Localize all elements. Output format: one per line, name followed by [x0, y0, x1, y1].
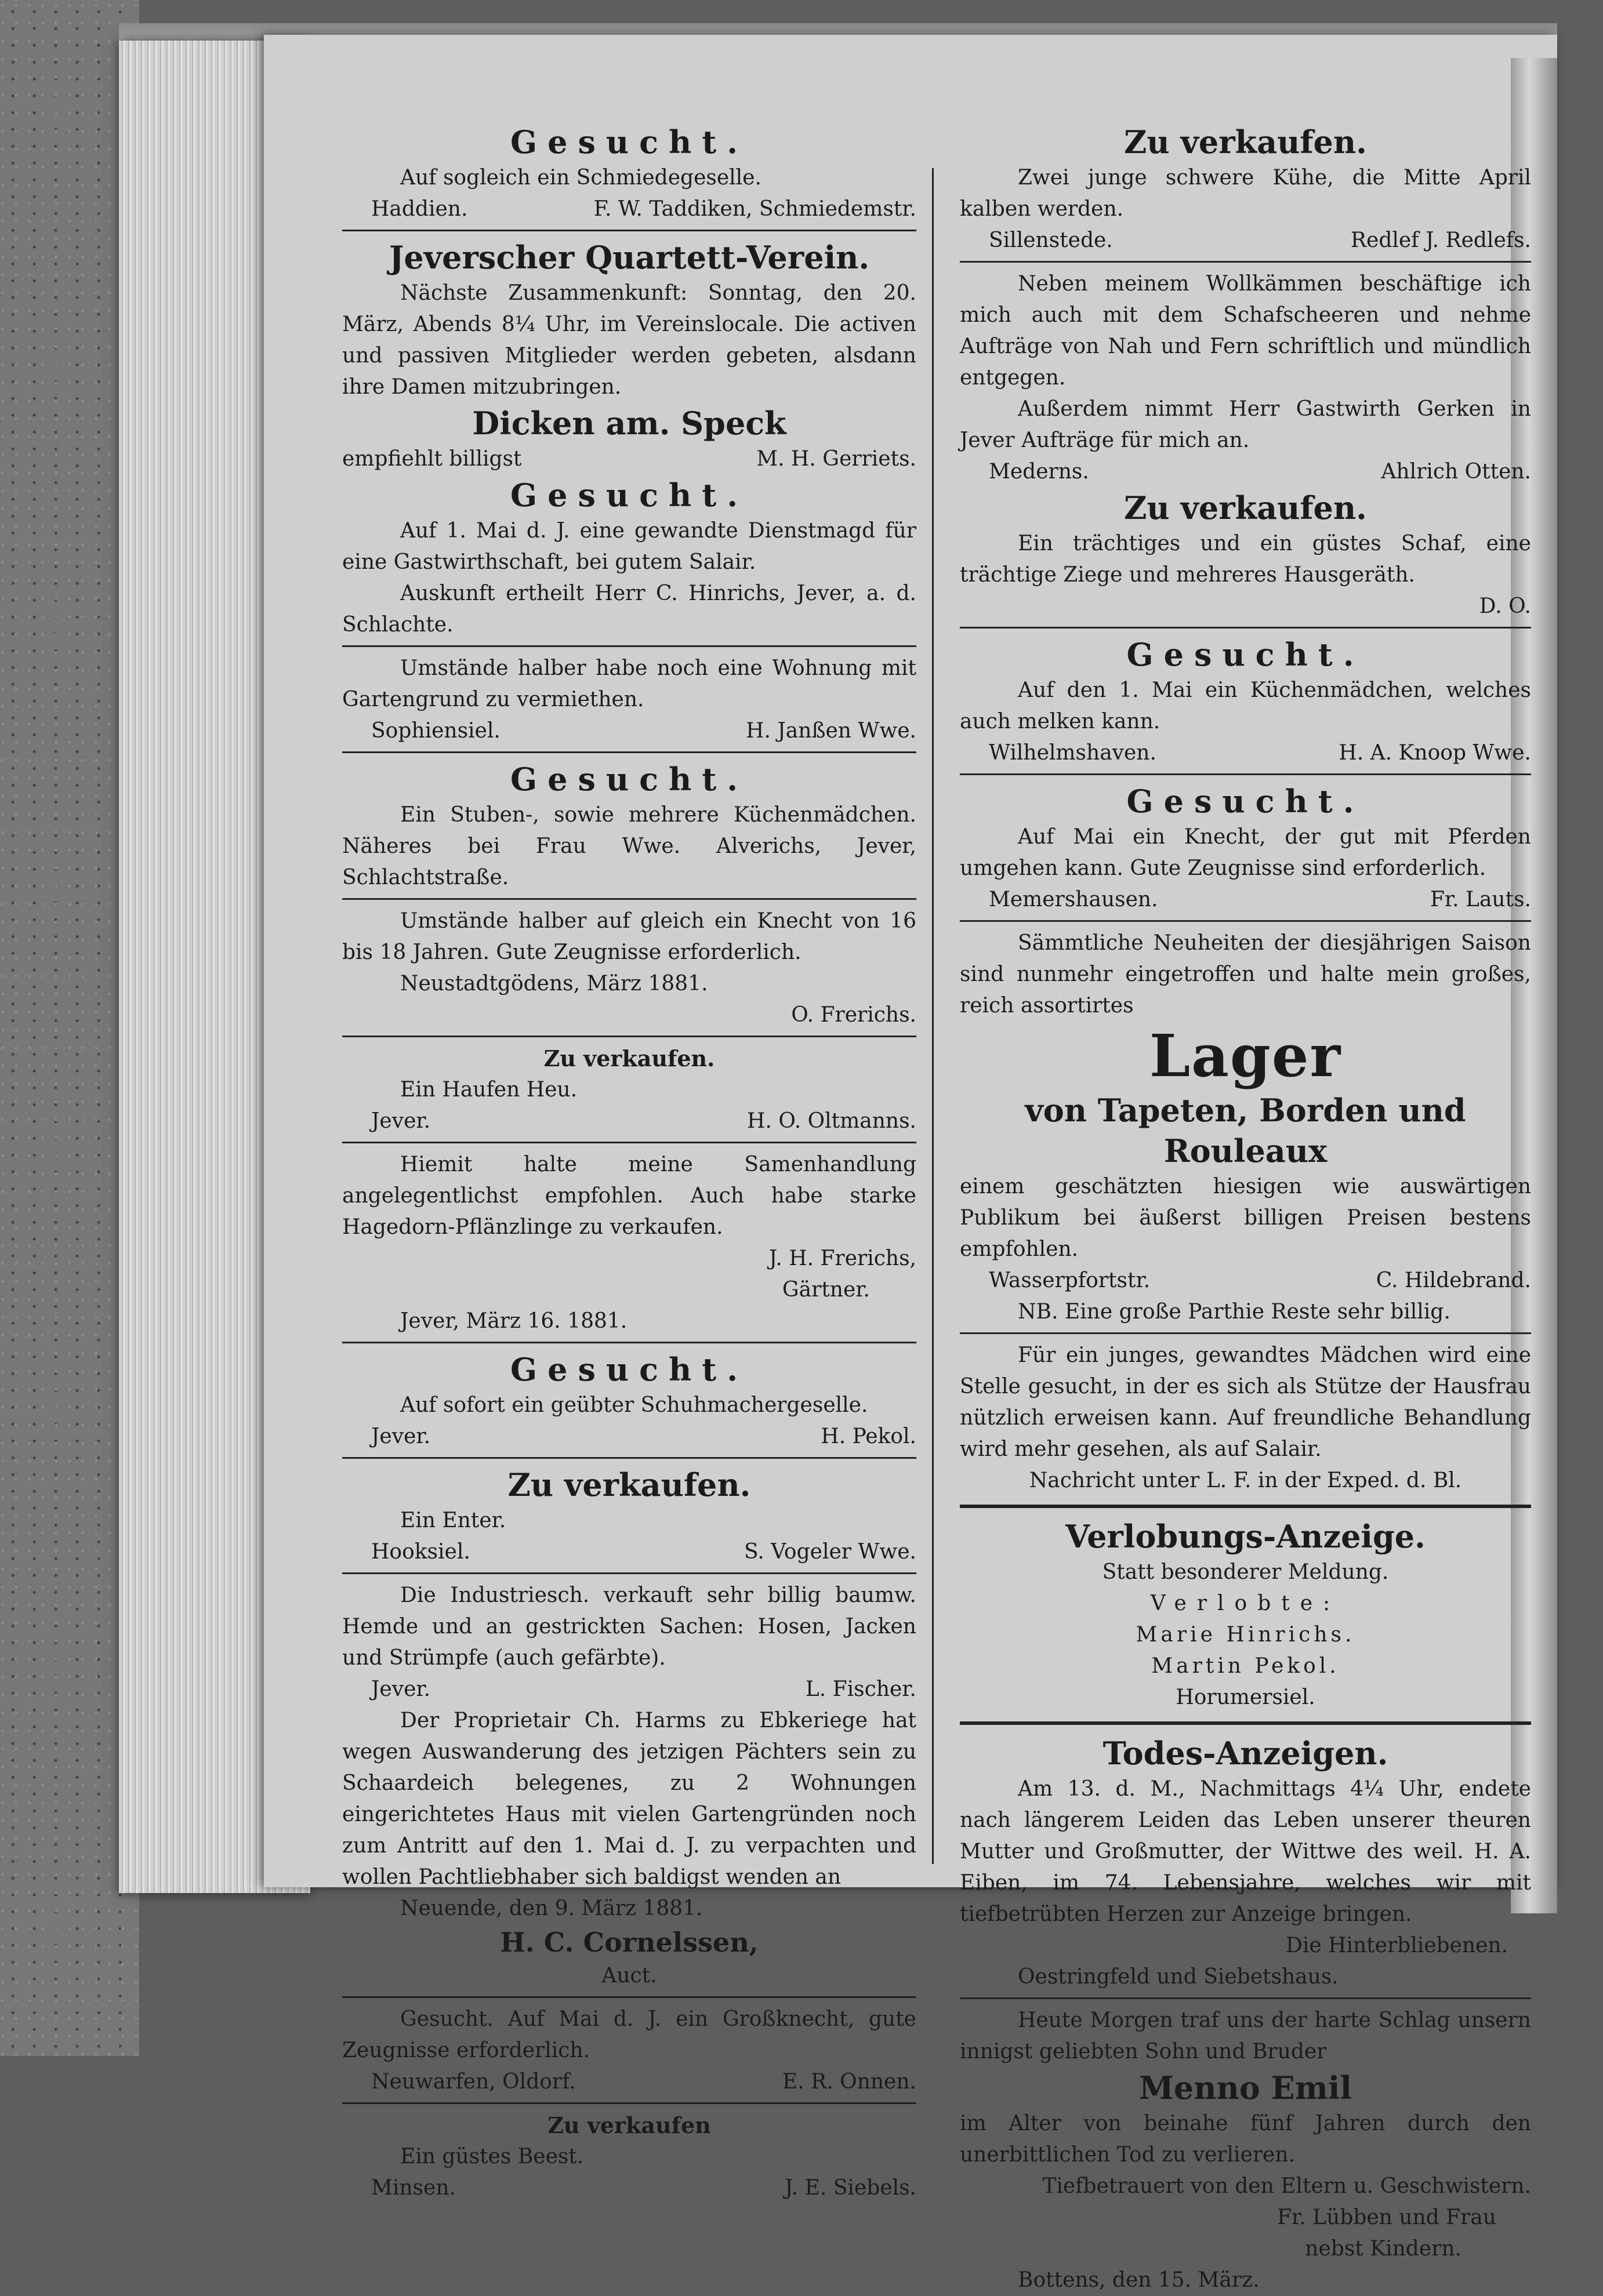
- ad-note: Nachricht unter L. F. in der Exped. d. Bl.: [1029, 1469, 1462, 1492]
- ad-title: Zu verkaufen.: [543, 1045, 715, 1071]
- book-surround: [0, 0, 139, 2056]
- ad-signature: Fr. Lübben und Frau: [1277, 2206, 1496, 2229]
- right-column: [960, 122, 1531, 2292]
- left-column: [342, 122, 916, 2200]
- ad-signature: O. Frerichs.: [791, 1003, 916, 1027]
- ad-speck: [342, 403, 916, 475]
- ad-text: Sämmtliche Neuheiten der diesjährigen Saison sind nunmehr eingetroffen und halte mein großes, reich assortirtes: [960, 931, 1531, 1018]
- ad-todesanzeige-eiben: [960, 1733, 1531, 1993]
- ad-signature: Sophiensiel. H. Janßen Wwe.: [371, 719, 916, 743]
- ad-verlobung: [960, 1516, 1531, 1713]
- ad-subtitle: Statt besonderer Meldung.: [1102, 1560, 1389, 1584]
- ad-quartett-verein: [342, 237, 916, 403]
- ad-text: Auskunft ertheilt Herr C. Hinrichs, Jever, a. d. Schlachte.: [342, 582, 916, 637]
- ad-grossknecht: [342, 2004, 916, 2098]
- ad-title: Dicken am. Speck: [472, 405, 786, 442]
- ad-text: Ein Stuben-, sowie mehrere Küchenmädchen. Näheres bei Frau Wwe. Alverichs, Jever, Schlachtstraße.: [342, 803, 916, 889]
- ad-signature: Minsen. J. E. Siebels.: [371, 2176, 916, 2200]
- ad-date: Neuende, den 9. März 1881.: [400, 1897, 703, 1920]
- ad-title: Gesucht.: [1126, 636, 1365, 673]
- ad-text: Ein Haufen Heu.: [400, 1078, 578, 1102]
- ad-signature: Tiefbetrauert von den Eltern u. Geschwistern.: [1042, 2174, 1531, 2198]
- ad-signature: Haddien. F. W. Taddiken, Schmiedemstr.: [371, 197, 916, 221]
- ad-text: Auf sogleich ein Schmiedegeselle.: [400, 166, 761, 190]
- separator: [960, 261, 1531, 263]
- ad-wollkaemmen: [960, 268, 1531, 488]
- ad-role: Auct.: [601, 1964, 657, 1988]
- ad-signature: Jever. L. Fischer.: [371, 1677, 916, 1701]
- separator: [342, 1996, 916, 1998]
- ad-label: Verlobte:: [1150, 1592, 1341, 1615]
- separator: [342, 1142, 916, 1143]
- ad-text: Gesucht. Auf Mai d. J. ein Großknecht, gute Zeugnisse erforderlich.: [342, 2007, 916, 2062]
- ad-text: Außerdem nimmt Herr Gastwirth Gerken in Jever Aufträge für mich an.: [960, 397, 1531, 452]
- ad-big-title: Lager: [1149, 1022, 1342, 1090]
- ad-place: Horumersiel.: [1176, 1685, 1315, 1709]
- ad-heu: [342, 1043, 916, 1137]
- ad-enter: [342, 1465, 916, 1568]
- ad-signature: Jever. H. Pekol.: [371, 1425, 916, 1448]
- separator: [342, 1036, 916, 1037]
- ad-title: Zu verkaufen: [547, 2112, 711, 2138]
- ad-signature: Mederns. Ahlrich Otten.: [989, 460, 1531, 484]
- ad-signature: empfiehlt billigst M. H. Gerriets.: [342, 447, 916, 471]
- separator: [960, 1997, 1531, 1999]
- ad-title: Zu verkaufen.: [1124, 489, 1367, 526]
- ad-signature: Neuwarfen, Oldorf. E. R. Onnen.: [371, 2070, 916, 2094]
- ad-auctioneer-name: H. C. Cornelssen,: [500, 1927, 759, 1958]
- ad-place: Oestringfeld und Siebetshaus.: [1018, 1965, 1339, 1989]
- separator: [342, 751, 916, 753]
- ad-signature: Wasserpfortstr. C. Hildebrand.: [989, 1269, 1531, 1292]
- ad-title: Jeverscher Quartett-Verein.: [389, 239, 870, 276]
- ad-text: Auf sofort ein geübter Schuhmachergeselle.: [400, 1393, 868, 1417]
- separator: [342, 645, 916, 647]
- ad-schaf: [960, 488, 1531, 622]
- ad-knecht: [342, 906, 916, 1031]
- ad-text: Auf Mai ein Knecht, der gut mit Pferden umgehen kann. Gute Zeugnisse sind erforderlich.: [960, 825, 1531, 880]
- ad-title: Verlobungs-Anzeige.: [1065, 1518, 1426, 1555]
- ad-industrieschule: [342, 1580, 916, 1705]
- ad-date: Bottens, den 15. März.: [1018, 2268, 1260, 2292]
- ad-schmiedegeselle: [342, 122, 916, 225]
- ad-kuehe: [960, 122, 1531, 256]
- ad-text: Zwei junge schwere Kühe, die Mitte April kalben werden.: [960, 166, 1531, 221]
- ad-name: Martin Pekol.: [1151, 1654, 1340, 1678]
- ad-signature: Sillenstede. Redlef J. Redlefs.: [989, 228, 1531, 252]
- ad-text: Ein güstes Beest.: [400, 2145, 584, 2168]
- ad-wohnung: [342, 653, 916, 747]
- ad-signature: Die Hinterbliebenen.: [1285, 1934, 1508, 1957]
- ad-title: Todes-Anzeigen.: [1102, 1735, 1388, 1772]
- ad-text: Heute Morgen traf uns der harte Schlag unsern innigst geliebten Sohn und Bruder: [960, 2008, 1531, 2064]
- separator: [342, 1342, 916, 1343]
- ad-name: Marie Hinrichs.: [1136, 1623, 1355, 1647]
- column-divider: [932, 168, 934, 1864]
- ad-text: Hiemit halte meine Samenhandlung angelegentlichst empfohlen. Auch habe starke Hagedorn-Pflänzlinge zu verkaufen.: [342, 1153, 916, 1239]
- ad-text: Auf den 1. Mai ein Küchenmädchen, welches auch melken kann.: [960, 678, 1531, 733]
- ad-title: Gesucht.: [510, 761, 749, 798]
- ad-knecht-pferde: [960, 781, 1531, 916]
- separator: [342, 2102, 916, 2104]
- ad-signature: D. O.: [1479, 594, 1531, 618]
- ad-text: Umstände halber auf gleich ein Knecht von 16 bis 18 Jahren. Gute Zeugnisse erforderlich.: [342, 909, 916, 964]
- ad-text: Umstände halber habe noch eine Wohnung mit Gartengrund zu vermiethen.: [342, 656, 916, 711]
- ad-signature: Jever. H. O. Oltmanns.: [371, 1109, 916, 1133]
- ad-signature: Hooksiel. S. Vogeler Wwe.: [371, 1540, 916, 1564]
- ad-text: einem geschätzten hiesigen wie auswärtigen Publikum bei äußerst billigen Preisen bestens empfohlen.: [960, 1175, 1531, 1261]
- ad-text: Nächste Zusammenkunft: Sonntag, den 20. März, Abends 8¼ Uhr, im Vereinslocale. Die activen und passiven Mitglieder werden gebeten, alsdann ihre Damen mitzubringen.: [342, 281, 916, 399]
- ad-text: Für ein junges, gewandtes Mädchen wird eine Stelle gesucht, in der es sich als Stütze der Hausfrau nützlich erweisen kann. Auf freundliche Behandlung wird mehr gesehen, als auf Salair.: [960, 1343, 1531, 1461]
- separator: [342, 230, 916, 231]
- ad-title: Gesucht.: [510, 477, 749, 514]
- separator: [342, 898, 916, 900]
- ad-text: Ein Enter.: [400, 1509, 506, 1532]
- ad-deceased-name: Menno Emil: [1139, 2069, 1352, 2106]
- ad-title: Zu verkaufen.: [1124, 123, 1367, 161]
- ad-title: Gesucht.: [1126, 783, 1365, 820]
- ad-signature: J. H. Frerichs,: [768, 1247, 916, 1270]
- separator: [342, 1572, 916, 1574]
- separator: [960, 773, 1531, 775]
- separator: [960, 920, 1531, 922]
- ad-note: NB. Eine große Parthie Reste sehr billig.: [1018, 1300, 1450, 1324]
- ad-todesanzeige-menno: [960, 2005, 1531, 2296]
- separator-thick: [960, 1721, 1531, 1725]
- ad-kuechenmaedchen-wilhelmshaven: [960, 634, 1531, 769]
- ad-text: Am 13. d. M., Nachmittags 4¼ Uhr, endete nach längerem Leiden das Leben unserer theuren Mutter und Großmutter, der Wittwe des weil. H. A. Eiben, im 74. Lebensjahre, welches wir mit tiefbetrübten Herzen zur Anzeige bringen.: [960, 1777, 1531, 1926]
- ad-stelle-gesucht: [960, 1340, 1531, 1496]
- ad-signature: Memershausen. Fr. Lauts.: [989, 888, 1531, 911]
- ad-title: Gesucht.: [510, 123, 749, 161]
- separator: [960, 627, 1531, 629]
- separator: [960, 1332, 1531, 1334]
- ad-date: Jever, März 16. 1881.: [400, 1309, 628, 1333]
- ad-text: Neben meinem Wollkämmen beschäftige ich mich auch mit dem Schafscheeren und nehme Aufträge von Nah und Fern schriftlich und mündlich entgegen.: [960, 272, 1531, 390]
- ad-signature: nebst Kindern.: [1305, 2237, 1461, 2261]
- separator: [342, 1457, 916, 1459]
- ad-title: Zu verkaufen.: [507, 1466, 751, 1503]
- ad-samenhandlung: [342, 1149, 916, 1337]
- ad-text: im Alter von beinahe fünf Jahren durch den unerbittlichen Tod zu verlieren.: [960, 2112, 1531, 2167]
- ad-schuhmacher: [342, 1349, 916, 1452]
- ad-subtitle: von Tapeten, Borden und Rouleaux: [1025, 1092, 1466, 1169]
- ad-dienstmagd: [342, 475, 916, 641]
- separator-thick: [960, 1505, 1531, 1508]
- ad-date: Neustadtgödens, März 1881.: [400, 972, 708, 996]
- ad-title: Gesucht.: [510, 1351, 749, 1388]
- ad-text: Auf 1. Mai d. J. eine gewandte Dienstmagd für eine Gastwirthschaft, bei gutem Salair.: [342, 519, 916, 574]
- ad-text: Der Proprietair Ch. Harms zu Ebkeriege hat wegen Auswanderung des jetzigen Pächters sein zu Schaardeich belegenes, zu 2 Wohnungen eingerichtetes Haus mit vielen Gartengründen noch zum Antritt auf den 1. Mai d. J. zu verpachten und wollen Pachtliebhaber sich baldigst wenden an: [342, 1709, 916, 1889]
- ad-verpachtung: [342, 1705, 916, 1992]
- ad-tapeten-lager: [960, 928, 1531, 1328]
- ad-text: Die Industriesch. verkauft sehr billig baumw. Hemde und an gestrickten Sachen: Hosen, Jacken und Strümpfe (auch gefärbte).: [342, 1583, 916, 1670]
- ad-signature: Wilhelmshaven. H. A. Knoop Wwe.: [989, 741, 1531, 765]
- ad-role: Gärtner.: [782, 1278, 870, 1302]
- ad-kuechenmaedchen: [342, 759, 916, 893]
- ad-text: Ein trächtiges und ein güstes Schaf, eine trächtige Ziege und mehreres Hausgeräth.: [960, 532, 1531, 587]
- ad-beest: [342, 2110, 916, 2204]
